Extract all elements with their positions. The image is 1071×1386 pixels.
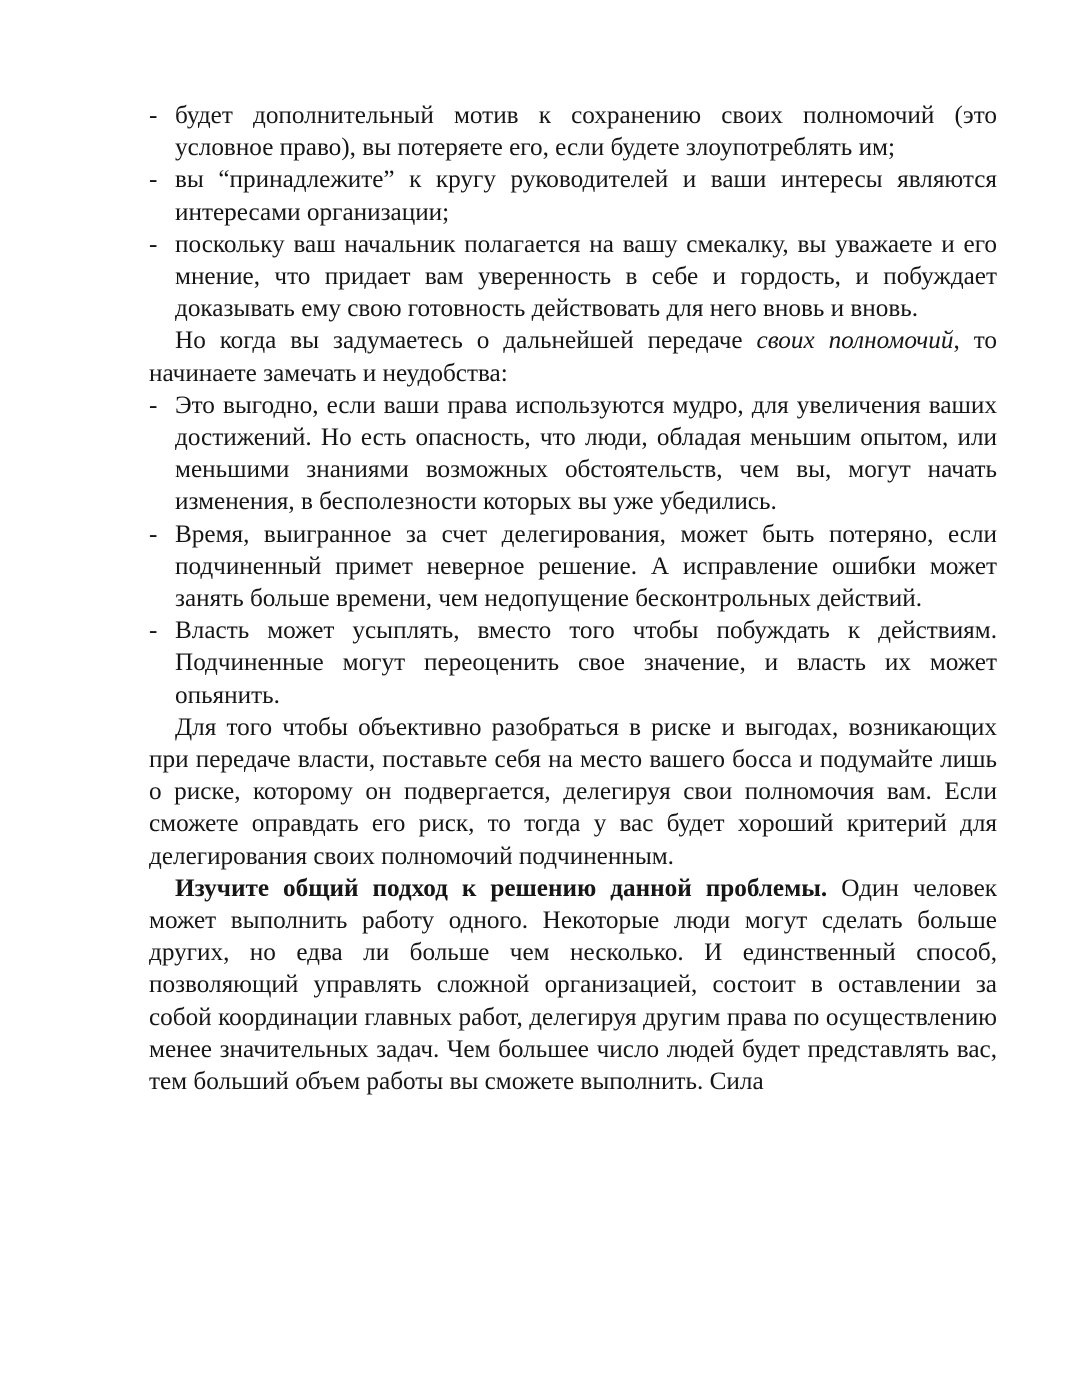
paragraph [149,873,997,1098]
italic-phrase: своих полномочий [756,327,954,355]
list-item-text: Время, выигранное за счет делегирования, может быть потеряно, если подчиненный примет неверное решение. А исправление ошибки может занять больше времени, чем недопущение бесконтрольных действий. [175,520,997,613]
bullet-dash: - [149,391,158,419]
list-item [149,519,997,616]
paragraph-text: Один человек может выполнить работу одного. Некоторые люди могут сделать больше других, но едва ли больше чем несколько. И единственный способ, позволяющий управлять сложной организацией, состоит в оставлении за собой координации главных работ, делегируя другим права по осуществлению менее значительных задач. Чем большее число людей будет представлять вас, тем больший объем работы вы сможете выполнить. Сила [149,874,997,1096]
bold-heading-phrase: Изучите общий подход к решению данной проблемы. [175,874,828,902]
paragraph-text: Но когда вы задумаетесь о дальнейшей передаче [175,327,757,355]
list-item [149,164,997,228]
paragraph [149,325,997,389]
bullet-dash: - [149,520,158,548]
list-item-text: поскольку ваш начальник полагается на вашу смекалку, вы уважаете и его мнение, что придает вам уверенность в себе и гордость, и побуждает доказывать ему свою готовность действовать для него вновь и вновь. [175,230,997,323]
paragraph: Для того чтобы объективно разобраться в риске и выгодах, возникающих при передаче власти, поставьте себя на место вашего босса и подумайте лишь о риске, которому он подвергается, делегируя свои полномочия вам. Если сможете оправдать его риск, то тогда у вас будет хороший критерий для делегирования своих полномочий подчиненным. [149,713,997,870]
list-item [149,229,997,326]
list-item [149,390,997,519]
list-item [149,100,997,164]
list-item [149,615,997,712]
list-item-text: Власть может усыплять, вместо того чтобы побуждать к действиям. Подчиненные могут переоценить свое значение, и власть их может опьянить. [175,617,997,709]
list-item-text: вы “принадлежите” к кругу руководителей и ваши интересы являются интересами организации; [175,166,997,226]
bullet-dash: - [149,617,158,645]
bullet-dash: - [149,166,158,194]
bullet-dash: - [149,102,158,129]
paragraph-text: , то начинаете замечать и неудобства: [149,327,997,387]
list-item-text: Это выгодно, если ваши права используются мудро, для увеличения ваших достижений. Но есть опасность, что люди, обладая меньшим опытом, или меньшими знаниями возможных обстоятельств, чем вы, могут начать изменения, в бесполезности которых вы уже убедились. [175,391,997,516]
document-page [149,100,997,1098]
list-item-text: будет дополнительный мотив к сохранению своих полномочий (это условное право), вы потеряете его, если будете злоупотреблять им; [175,102,997,162]
bullet-dash: - [149,230,158,258]
